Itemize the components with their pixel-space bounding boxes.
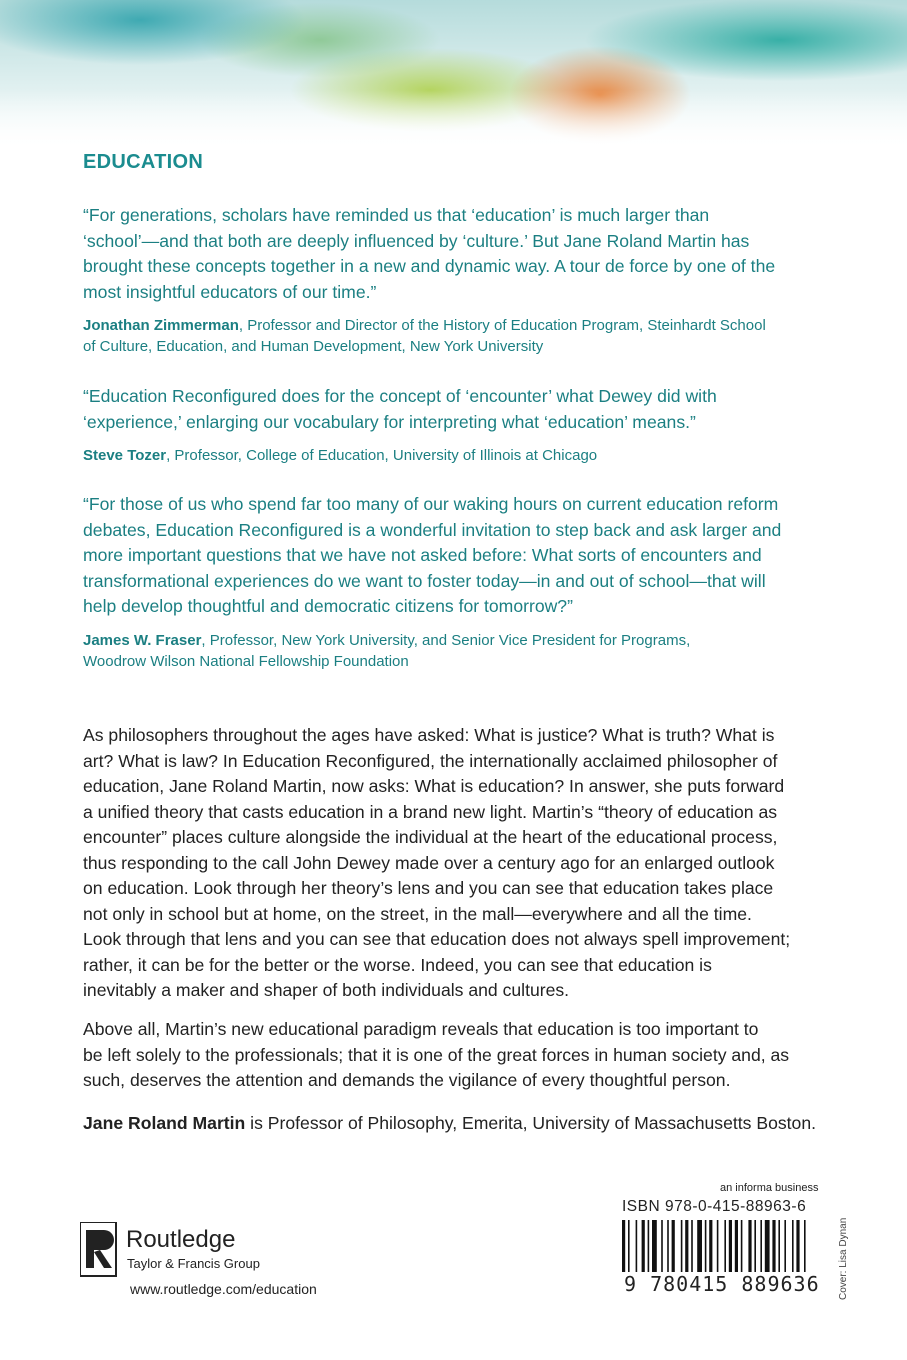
description-line: not only in school but at home, on the street, in the mall—everywhere and all the time. xyxy=(83,903,752,924)
description-line: As philosophers throughout the ages have asked: What is justice? What is truth? What is xyxy=(83,725,775,745)
quote-author: Jonathan Zimmerman xyxy=(83,317,239,334)
quote-affiliation: of Culture, Education, and Human Development, New York University xyxy=(83,338,544,355)
description-line: rather, it can be for the better or the worse. Indeed, you can see that education is xyxy=(83,954,712,975)
quote-line: “Education Reconfigured does for the concept of ‘encounter’ what Dewey did with xyxy=(83,386,717,406)
category-heading: EDUCATION xyxy=(83,151,204,173)
quote-affiliation: , Professor, College of Education, University of Illinois at Chicago xyxy=(166,447,598,464)
quote-line: most insightful educators of our time.” xyxy=(83,281,377,302)
author-bio-name: Jane Roland Martin xyxy=(83,1113,246,1133)
quote-line: “For those of us who spend far too many of our waking hours on current education reform xyxy=(83,494,779,514)
description-line: encounter” places culture alongside the individual at the heart of the educational process, xyxy=(83,827,778,847)
quote-line: transformational experiences do we want to foster today—in and out of school—that will xyxy=(83,570,766,591)
quote-affiliation: , Professor and Director of the History of Education Program, Steinhardt School xyxy=(238,317,766,334)
description-line: art? What is law? In Education Reconfigured, the internationally acclaimed philosopher of xyxy=(83,750,778,771)
quote-author: James W. Fraser xyxy=(83,632,202,649)
publisher-website-link[interactable]: www.routledge.com/education xyxy=(130,1281,317,1297)
isbn-label: ISBN 978-0-415-88963-6 xyxy=(622,1198,807,1215)
author-bio-text: is Professor of Philosophy, Emerita, University of Massachusetts Boston. xyxy=(245,1113,817,1133)
description-line: Look through that lens and you can see that education does not always spell improvement; xyxy=(83,929,791,949)
quote-3 xyxy=(83,492,828,620)
quote-line: “For generations, scholars have reminded us that ‘education’ is much larger than xyxy=(83,205,710,225)
publisher-name: Routledge xyxy=(126,1226,236,1253)
description-line: inevitably a maker and shaper of both individuals and cultures. xyxy=(83,980,570,1000)
cover-credit: Cover: Lisa Dynan xyxy=(838,1217,849,1300)
quote-line: help develop thoughtful and democratic citizens for tomorrow?” xyxy=(83,596,573,616)
quote-affiliation: , Professor, New York University, and Senior Vice President for Programs, xyxy=(201,632,691,649)
quote-1-attribution xyxy=(83,315,828,357)
description-line: be left solely to the professionals; that it is one of the great forces in human society and, as xyxy=(83,1044,790,1065)
description-paragraph-2 xyxy=(83,1017,828,1094)
description-line: such, deserves the attention and demands the vigilance of every thoughtful person. xyxy=(83,1070,731,1090)
routledge-logo-icon xyxy=(80,1222,120,1278)
description-line: thus responding to the call John Dewey made over a century ago for an enlarged outlook xyxy=(83,852,775,873)
description-line: Above all, Martin’s new educational paradigm reveals that education is too important to xyxy=(83,1019,759,1039)
quote-3-attribution xyxy=(83,630,828,672)
svg-text:ROUTLEDGE: ROUTLEDGE xyxy=(82,1270,114,1276)
quote-1 xyxy=(83,203,828,305)
quote-2-attribution xyxy=(83,445,828,466)
quote-line: debates, Education Reconfigured is a wonderful invitation to step back and ask larger and xyxy=(83,519,782,540)
quote-2 xyxy=(83,384,828,435)
description-line: education, Jane Roland Martin, now asks: What is education? In answer, she puts forward xyxy=(83,776,785,796)
author-bio xyxy=(83,1111,828,1137)
cover-art-banner xyxy=(0,0,907,150)
quote-line: brought these concepts together in a new and dynamic way. A tour de force by one of the xyxy=(83,256,776,276)
description-paragraph-1 xyxy=(83,723,828,1004)
quote-author: Steve Tozer xyxy=(83,447,167,464)
description-line: a unified theory that casts education in a brand new light. Martin’s “theory of education as xyxy=(83,801,778,822)
quote-affiliation: Woodrow Wilson National Fellowship Foundation xyxy=(83,653,409,670)
informa-tagline: an informa business xyxy=(720,1182,819,1194)
quote-line: ‘school’—and that both are deeply influenced by ‘culture.’ But Jane Roland Martin has xyxy=(83,230,750,251)
publisher-group: Taylor & Francis Group xyxy=(127,1256,260,1271)
quote-line: more important questions that we have not asked before: What sorts of encounters and xyxy=(83,545,762,565)
barcode-number: 9 780415 889636 xyxy=(624,1272,820,1296)
description-line: on education. Look through her theory’s lens and you can see that education takes place xyxy=(83,878,774,898)
quote-line: ‘experience,’ enlarging our vocabulary for interpreting what ‘education’ means.” xyxy=(83,411,696,432)
